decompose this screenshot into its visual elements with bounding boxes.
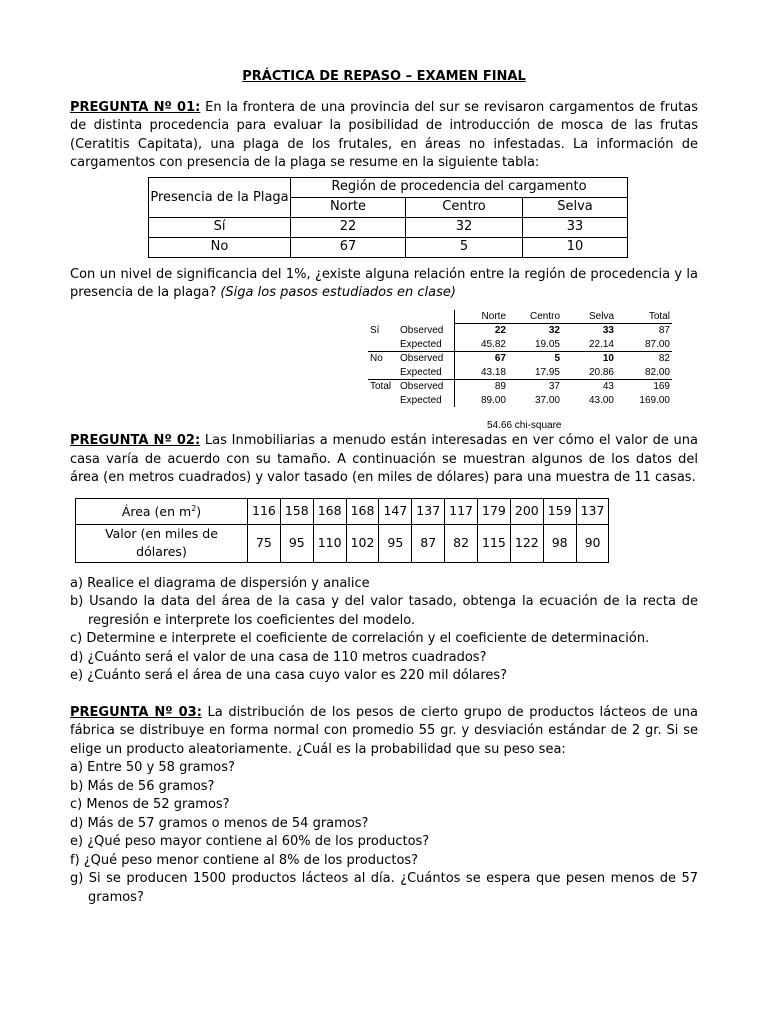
stat-cell: 10 [602,353,614,365]
stat-header: Norte [455,310,509,324]
row-label: No [149,237,291,257]
col-header: Selva [523,197,628,217]
stat-type: Observed [398,352,455,366]
list-item: e) ¿Qué peso mayor contiene al 60% de los productos? [70,834,430,849]
q3-label: PREGUNTA Nº 03: [70,704,202,720]
area-cell: 159 [543,498,576,524]
area-cell: 147 [379,498,412,524]
stat-cell: 43.00 [588,394,614,406]
area-cell: 179 [478,498,511,524]
area-cell: 168 [346,498,379,524]
stat-type: Expected [398,338,455,352]
stat-cell: 17.95 [508,366,562,380]
q1-question [70,266,698,303]
stat-group: No [370,353,383,365]
list-item: d) ¿Cuánto será el valor de una casa de 110 metros cuadrados? [70,649,487,665]
house-data-table [75,498,609,563]
table-cell: 5 [406,237,523,257]
row-label: Sí [149,217,291,237]
valor-cell: 87 [412,524,445,562]
table-cell: 22 [291,217,406,237]
q2-label: PREGUNTA Nº 02: [70,433,201,448]
stat-group [368,338,398,352]
q2-items [70,575,698,686]
valor-cell: 75 [248,524,281,562]
valor-cell: 95 [379,524,412,562]
list-item: b) Más de 56 gramos? [70,778,215,794]
valor-cell: 122 [510,524,543,562]
chi-square-output [368,310,672,408]
stat-cell: 37 [548,381,560,393]
stat-cell: 33 [602,325,614,337]
stat-cell: 82.00 [616,366,672,380]
stat-cell: 87 [658,325,670,337]
document-page [70,68,698,907]
stat-cell: 169.00 [639,394,670,406]
stat-cell: 89 [494,381,506,393]
valor-cell: 110 [313,524,346,562]
col-header: Centro [406,197,523,217]
area-cell: 158 [280,498,313,524]
stat-cell: 87.00 [616,338,672,352]
valor-cell: 90 [576,524,609,562]
stat-cell: 169 [653,381,670,393]
col-header: Norte [291,197,406,217]
stat-type: Expected [398,394,455,408]
stat-cell: 89.00 [480,394,506,406]
stat-type: Observed [398,380,455,394]
stat-header: Centro [508,310,562,324]
contingency-table [148,177,628,258]
stat-group [368,366,398,380]
table-cell: 33 [523,217,628,237]
q3-items [70,759,698,907]
q1-question-text: Con un nivel de significancia del 1%, ¿existe alguna relación entre la región de procedencia y la presencia de la plaga? [70,266,698,300]
list-item: f) ¿Qué peso menor contiene al 8% de los productos? [70,852,419,868]
area-label-close: ) [196,504,202,520]
stat-group: Sí [370,325,380,336]
stat-cell: 19.05 [508,338,562,352]
table-cell: 32 [406,217,523,237]
q3-text: La distribución de los pesos de cierto grupo de productos lácteos de una fábrica se distribuye en forma normal con promedio 55 gr. y desviación estándar de 2 gr. Si se elige un producto aleatoriamente. ¿Cuál es la probabilidad que su peso sea: [70,704,698,757]
table-cell: 67 [291,237,406,257]
valor-cell: 102 [346,524,379,562]
stat-cell: 67 [494,353,506,365]
area-cell: 168 [313,498,346,524]
q1-paragraph [70,99,698,173]
stat-type: Observed [398,324,455,338]
stat-cell: 22 [494,325,506,337]
stat-cell: 82 [658,353,670,365]
area-cell: 116 [248,498,281,524]
q1-label: PREGUNTA Nº 01: [70,99,201,115]
stat-cell: 20.86 [562,366,616,380]
valor-cell: 95 [280,524,313,562]
chi-square-value: 54.66 chi-square [487,420,562,431]
stat-cell: 43.18 [455,366,509,380]
area-label [76,498,248,524]
list-item: d) Más de 57 gramos o menos de 54 gramos? [70,815,369,831]
list-item: a) Entre 50 y 58 gramos? [70,760,235,775]
q2-paragraph [70,432,698,488]
list-item: a) Realice el diagrama de dispersión y analice [70,575,370,591]
q1-question-italic: (Siga los pasos estudiados en clase) [220,285,456,300]
stat-cell: 22.14 [562,338,616,352]
list-item: c) Determine e interprete el coeficiente de correlación y el coeficiente de determinación. [70,631,650,646]
valor-cell: 98 [543,524,576,562]
stat-cell: 32 [548,325,560,337]
valor-cell: 115 [478,524,511,562]
valor-label: Valor (en miles de dólares) [76,524,248,562]
list-item: g) Si se producen 1500 productos lácteos al día. ¿Cuántos se espera que pesen menos de 57 gramos? [70,871,698,905]
page-title: PRÁCTICA DE REPASO – EXAMEN FINAL [242,69,526,84]
stat-header: Total [616,310,672,324]
area-label-sup: 2 [191,504,197,514]
list-item: c) Menos de 52 gramos? [70,797,230,812]
list-item: e) ¿Cuánto será el área de una casa cuyo valor es 220 mil dólares? [70,668,508,683]
group-header: Región de procedencia del cargamento [291,177,628,197]
q1-text: En la frontera de una provincia del sur se revisaron cargamentos de frutas de distinta procedencia para evaluar la posibilidad de introducción de mosca de las frutas (Ceratitis Capitata), una plaga de los frutales, en áreas no infestadas. La información de cargamentos con presencia de la plaga se resume en la siguiente tabla: [70,99,699,170]
stat-header: Selva [562,310,616,324]
area-cell: 137 [576,498,609,524]
list-item: b) Usando la data del área de la casa y del valor tasado, obtenga la ecuación de la recta de regresión e interprete los coeficientes del modelo. [70,594,698,628]
valor-cell: 82 [445,524,478,562]
stat-group [368,394,398,408]
q2-text: Las Inmobiliarias a menudo están interesadas en ver cómo el valor de una casa varía de acuerdo con su tamaño. A continuación se muestran algunos de los datos del área (en metros cuadrados) y valor tasado (en miles de dólares) para una muestra de 11 casas. [70,433,698,485]
corner-header: Presencia de la Plaga [149,177,291,217]
area-label-text: Área (en m [121,504,192,520]
q3-paragraph [70,704,698,760]
stat-type: Expected [398,366,455,380]
stat-group: Total [370,381,392,393]
stat-cell: 43 [602,381,614,393]
stat-cell: 5 [554,353,560,365]
area-cell: 137 [412,498,445,524]
table-cell: 10 [523,237,628,257]
stat-cell: 37.00 [534,394,560,406]
area-cell: 117 [445,498,478,524]
stat-cell: 45.82 [455,338,509,352]
area-cell: 200 [510,498,543,524]
